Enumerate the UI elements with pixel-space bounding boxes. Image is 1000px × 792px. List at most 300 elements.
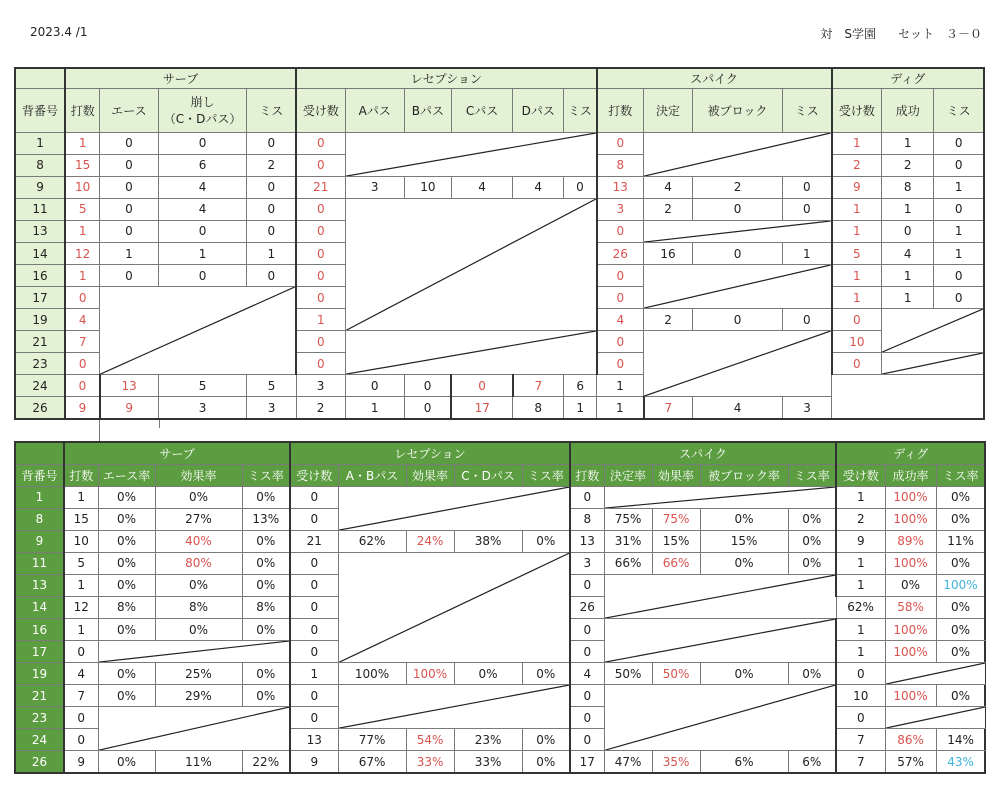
rate-cell: 0% xyxy=(242,619,290,641)
count-cell: 0 xyxy=(570,707,604,729)
rate-cell: 50% xyxy=(604,663,652,685)
stat-cell: 0 xyxy=(247,198,296,220)
table-row xyxy=(15,685,985,707)
column-header: 効果率 xyxy=(406,464,454,486)
stat-cell: 1 xyxy=(247,242,296,264)
table-row xyxy=(15,132,984,154)
rate-cell: 25% xyxy=(155,663,242,685)
stat-cell: 8 xyxy=(882,176,934,198)
count-cell: 26 xyxy=(570,596,604,618)
count-cell: 1 xyxy=(290,663,338,685)
rate-cell: 0% xyxy=(242,530,290,552)
count-cell: 1 xyxy=(836,574,885,596)
stat-cell: 0 xyxy=(247,132,296,154)
diagonal-line xyxy=(339,685,570,728)
stat-cell: 4 xyxy=(451,176,512,198)
jersey-number: 9 xyxy=(15,530,64,552)
table-row xyxy=(15,397,984,419)
stat-cell: 0 xyxy=(158,132,247,154)
corner-cell xyxy=(15,68,65,88)
group-header-2: レセプション xyxy=(290,442,570,464)
rate-cell: 0% xyxy=(788,552,836,574)
count-cell: 0 xyxy=(836,663,885,685)
count-cell: 12 xyxy=(65,242,100,264)
diagonal-slash xyxy=(605,619,836,662)
rate-cell: 100% xyxy=(885,641,936,663)
jersey-number: 21 xyxy=(15,331,65,353)
rate-cell: 24% xyxy=(406,530,454,552)
diagonal-line xyxy=(886,707,985,728)
count-cell: 0 xyxy=(296,220,345,242)
count-cell: 1 xyxy=(832,198,882,220)
jersey-number: 14 xyxy=(15,596,64,618)
rate-cell: 0% xyxy=(936,685,985,707)
jersey-number: 26 xyxy=(15,751,64,773)
blank-cell xyxy=(98,641,290,663)
rate-cell: 0% xyxy=(788,530,836,552)
count-cell: 8 xyxy=(597,154,644,176)
table-row xyxy=(15,530,985,552)
blank-cell xyxy=(644,220,832,242)
jersey-number: 14 xyxy=(15,242,65,264)
column-header: 被ブロック xyxy=(693,88,783,132)
count-cell: 0 xyxy=(65,287,100,309)
corner-cell xyxy=(15,442,64,464)
stat-cell: 3 xyxy=(783,397,832,419)
column-header: 受け数 xyxy=(832,88,882,132)
jersey-number: 21 xyxy=(15,685,64,707)
column-header: ミス率 xyxy=(788,464,836,486)
jersey-number: 1 xyxy=(15,486,64,508)
stat-cell: 0 xyxy=(158,265,247,287)
jersey-number: 11 xyxy=(15,198,65,220)
column-header: 背番号 xyxy=(15,464,64,486)
rate-cell: 0% xyxy=(700,663,788,685)
rate-cell: 75% xyxy=(652,508,700,530)
stat-cell: 16 xyxy=(644,242,693,264)
stat-cell: 0 xyxy=(783,198,832,220)
count-cell: 4 xyxy=(570,663,604,685)
rate-cell: 0% xyxy=(98,574,155,596)
count-cell: 26 xyxy=(597,242,644,264)
rate-cell: 0% xyxy=(700,508,788,530)
set-score: セット ３－０ xyxy=(897,27,982,41)
stat-cell: 0 xyxy=(783,309,832,331)
count-cell: 17 xyxy=(570,751,604,773)
rate-cell: 0% xyxy=(936,508,985,530)
diagonal-line xyxy=(346,331,596,374)
column-header: 決定率 xyxy=(604,464,652,486)
rate-cell: 100% xyxy=(338,663,406,685)
diagonal-line xyxy=(644,331,831,396)
diagonal-slash xyxy=(882,353,983,374)
blank-cell xyxy=(885,707,985,729)
rate-cell: 6% xyxy=(788,751,836,773)
blank-cell xyxy=(345,132,596,176)
count-cell: 0 xyxy=(296,265,345,287)
count-cell: 1 xyxy=(836,552,885,574)
diagonal-line xyxy=(644,133,831,176)
blank-cell xyxy=(882,309,984,353)
rate-cell: 100% xyxy=(885,552,936,574)
rate-cell: 11% xyxy=(936,530,985,552)
count-cell: 0 xyxy=(296,353,345,375)
diagonal-line xyxy=(644,265,831,308)
count-cell: 0 xyxy=(597,265,644,287)
rate-cell: 8% xyxy=(155,596,242,618)
rate-cell: 0% xyxy=(936,552,985,574)
count-cell: 0 xyxy=(832,309,882,331)
rate-cell: 31% xyxy=(604,530,652,552)
stat-cell: 1 xyxy=(882,287,934,309)
count-cell: 9 xyxy=(64,751,98,773)
stat-cell: 0 xyxy=(100,132,158,154)
stat-cell: 8 xyxy=(513,397,564,419)
count-cell: 0 xyxy=(836,707,885,729)
stat-cell: 4 xyxy=(158,176,247,198)
rate-cell: 0% xyxy=(155,619,242,641)
count-cell: 0 xyxy=(64,641,98,663)
jersey-number: 13 xyxy=(15,220,65,242)
jersey-number: 13 xyxy=(15,574,64,596)
diagonal-slash xyxy=(339,487,570,530)
stat-cell: 0 xyxy=(693,309,783,331)
jersey-number: 11 xyxy=(15,552,64,574)
column-header xyxy=(158,88,247,132)
column-header: ミス xyxy=(783,88,832,132)
stat-cell: 0 xyxy=(693,198,783,220)
blank-cell xyxy=(604,486,836,508)
rate-cell: 35% xyxy=(652,751,700,773)
stat-cell: 0 xyxy=(693,242,783,264)
stat-cell: 1 xyxy=(597,397,644,419)
rate-cell: 66% xyxy=(652,552,700,574)
jersey-number: 16 xyxy=(15,619,64,641)
diagonal-line xyxy=(339,553,570,662)
rate-cell: 0% xyxy=(98,552,155,574)
table-row xyxy=(15,663,985,685)
rate-cell: 0% xyxy=(936,596,985,618)
count-cell: 0 xyxy=(296,132,345,154)
stat-cell: 0 xyxy=(882,220,934,242)
jersey-number: 8 xyxy=(15,508,64,530)
column-header: 打数 xyxy=(65,88,100,132)
rate-cell: 0% xyxy=(522,729,570,751)
count-cell: 13 xyxy=(100,375,158,397)
rate-cell: 86% xyxy=(885,729,936,751)
diagonal-slash xyxy=(882,309,983,352)
rate-cell: 0% xyxy=(522,663,570,685)
count-cell: 0 xyxy=(597,287,644,309)
count-cell: 0 xyxy=(597,132,644,154)
count-cell: 9 xyxy=(832,176,882,198)
count-cell: 0 xyxy=(290,486,338,508)
count-cell: 8 xyxy=(570,508,604,530)
count-cell: 1 xyxy=(64,574,98,596)
column-header: 決定 xyxy=(644,88,693,132)
table-row xyxy=(15,198,984,220)
column-header: 受け数 xyxy=(296,88,345,132)
count-cell: 13 xyxy=(570,530,604,552)
jersey-number: 23 xyxy=(15,353,65,375)
stat-cell: 3 xyxy=(345,176,404,198)
rate-cell: 0% xyxy=(98,663,155,685)
count-cell: 10 xyxy=(836,685,885,707)
group-header-3: スパイク xyxy=(597,68,832,88)
count-cell: 0 xyxy=(64,707,98,729)
stat-cell: 1 xyxy=(597,375,644,397)
jersey-number: 24 xyxy=(15,375,65,397)
count-cell: 0 xyxy=(597,331,644,353)
rate-cell: 0% xyxy=(98,508,155,530)
rate-cell: 0% xyxy=(885,574,936,596)
diagonal-line xyxy=(100,287,295,374)
column-header: 効果率 xyxy=(652,464,700,486)
table-row xyxy=(15,176,984,198)
stat-cell: 0 xyxy=(247,265,296,287)
count-cell: 1 xyxy=(836,641,885,663)
jersey-number: 16 xyxy=(15,265,65,287)
count-cell: 10 xyxy=(832,331,882,353)
group-header-2: レセプション xyxy=(296,68,596,88)
rate-cell: 0% xyxy=(98,685,155,707)
column-header: 打数 xyxy=(570,464,604,486)
rate-cell: 8% xyxy=(98,596,155,618)
rate-cell: 100% xyxy=(885,619,936,641)
stat-cell: 3 xyxy=(296,375,345,397)
stat-cell: 0 xyxy=(934,287,984,309)
column-header-line: （C・Dパス） xyxy=(163,112,242,127)
column-header: エース xyxy=(100,88,158,132)
rate-cell: 22% xyxy=(242,751,290,773)
stat-cell: 0 xyxy=(934,132,984,154)
count-cell: 0 xyxy=(570,641,604,663)
stat-cell: 1 xyxy=(882,132,934,154)
diagonal-slash xyxy=(886,663,985,684)
count-cell: 0 xyxy=(290,596,338,618)
column-header-line: 崩し xyxy=(190,95,215,110)
count-cell: 1 xyxy=(832,265,882,287)
stat-cell: 1 xyxy=(345,397,404,419)
table-row xyxy=(15,751,985,773)
diagonal-line xyxy=(882,353,983,374)
rate-cell: 8% xyxy=(242,596,290,618)
rate-cell: 50% xyxy=(652,663,700,685)
group-header-4: ディグ xyxy=(836,442,985,464)
stat-cell: 3 xyxy=(247,397,296,419)
jersey-number: 17 xyxy=(15,287,65,309)
count-cell: 0 xyxy=(290,508,338,530)
rate-cell: 6% xyxy=(700,751,788,773)
blank-cell xyxy=(100,287,296,375)
count-cell: 5 xyxy=(65,198,100,220)
rate-cell: 0% xyxy=(242,486,290,508)
blank-cell xyxy=(338,685,570,729)
rate-cell: 0% xyxy=(98,530,155,552)
diagonal-line xyxy=(605,619,836,662)
stat-cell: 1 xyxy=(934,220,984,242)
stat-cell: 3 xyxy=(158,397,247,419)
rate-cell: 58% xyxy=(885,596,936,618)
rate-cell: 27% xyxy=(155,508,242,530)
stat-cell: 0 xyxy=(100,220,158,242)
jersey-number: 1 xyxy=(15,132,65,154)
rate-cell: 0% xyxy=(522,530,570,552)
stat-cell: 2 xyxy=(644,198,693,220)
stat-cell: 5 xyxy=(158,375,247,397)
column-header: 背番号 xyxy=(15,88,65,132)
count-cell: 0 xyxy=(296,242,345,264)
column-header: Aパス xyxy=(345,88,404,132)
stat-cell: 4 xyxy=(513,176,564,198)
count-cell: 9 xyxy=(836,530,885,552)
group-header-3: スパイク xyxy=(570,442,836,464)
rate-cell: 0% xyxy=(788,663,836,685)
rate-cell: 0% xyxy=(522,751,570,773)
stat-cell: 0 xyxy=(100,265,158,287)
stat-cell: 0 xyxy=(404,397,451,419)
stat-cell: 0 xyxy=(158,220,247,242)
stat-cell: 0 xyxy=(100,154,158,176)
rate-cell: 0% xyxy=(155,574,242,596)
table-row xyxy=(15,552,985,574)
stat-cell: 1 xyxy=(100,242,158,264)
count-cell: 0 xyxy=(290,707,338,729)
diagonal-line xyxy=(339,487,570,530)
stat-cell: 1 xyxy=(934,242,984,264)
count-cell: 1 xyxy=(836,619,885,641)
jersey-number: 24 xyxy=(15,729,64,751)
rate-cell: 0% xyxy=(936,486,985,508)
rate-cell: 100% xyxy=(885,508,936,530)
blank-cell xyxy=(345,198,596,330)
jersey-number: 9 xyxy=(15,176,65,198)
column-header: 受け数 xyxy=(836,464,885,486)
count-cell: 21 xyxy=(290,530,338,552)
count-cell: 3 xyxy=(570,552,604,574)
diagonal-slash xyxy=(346,331,596,374)
column-header: 打数 xyxy=(64,464,98,486)
stat-cell: 0 xyxy=(247,220,296,242)
column-header: Cパス xyxy=(451,88,512,132)
rate-stats-table xyxy=(14,441,986,774)
count-cell: 0 xyxy=(296,154,345,176)
count-cell: 9 xyxy=(65,397,100,419)
column-header: 打数 xyxy=(597,88,644,132)
jersey-number: 17 xyxy=(15,641,64,663)
count-cell: 0 xyxy=(296,287,345,309)
diagonal-slash xyxy=(99,641,290,662)
count-cell: 1 xyxy=(65,265,100,287)
count-cell: 0 xyxy=(65,353,100,375)
rate-cell: 0% xyxy=(242,574,290,596)
rate-cell: 47% xyxy=(604,751,652,773)
diagonal-slash xyxy=(644,331,831,396)
count-cell: 0 xyxy=(296,331,345,353)
column-header: ミス xyxy=(934,88,984,132)
opponent-label: 対 S学園 xyxy=(820,27,876,41)
count-cell: 10 xyxy=(64,530,98,552)
stat-cell: 0 xyxy=(934,198,984,220)
count-cell: 0 xyxy=(290,619,338,641)
table-row xyxy=(15,486,985,508)
count-cell: 0 xyxy=(290,641,338,663)
column-header: ミス率 xyxy=(936,464,985,486)
rate-cell: 0% xyxy=(155,486,242,508)
diagonal-slash xyxy=(644,265,831,308)
jersey-number: 26 xyxy=(15,397,65,419)
stat-cell: 6 xyxy=(158,154,247,176)
stat-cell: 0 xyxy=(934,265,984,287)
stat-cell: 0 xyxy=(404,375,451,397)
stat-cell: 4 xyxy=(882,242,934,264)
table-row xyxy=(15,375,984,397)
count-cell: 0 xyxy=(296,198,345,220)
count-cell: 13 xyxy=(597,176,644,198)
count-cell: 0 xyxy=(64,729,98,751)
rate-cell: 0% xyxy=(98,619,155,641)
count-cell: 1 xyxy=(64,619,98,641)
count-cell: 9 xyxy=(290,751,338,773)
rate-cell: 89% xyxy=(885,530,936,552)
diagonal-line xyxy=(605,685,836,750)
diagonal-slash xyxy=(100,287,295,374)
stat-cell: 1 xyxy=(158,242,247,264)
rate-cell: 40% xyxy=(155,530,242,552)
stat-cell: 5 xyxy=(247,375,296,397)
stat-cell: 4 xyxy=(158,198,247,220)
rate-cell: 0% xyxy=(700,552,788,574)
rate-cell: 80% xyxy=(155,552,242,574)
count-cell: 12 xyxy=(64,596,98,618)
count-cell: 9 xyxy=(100,397,158,419)
stat-cell: 0 xyxy=(100,176,158,198)
blank-cell xyxy=(604,685,836,751)
rate-cell: 33% xyxy=(406,751,454,773)
stat-cell: 2 xyxy=(644,309,693,331)
blank-cell xyxy=(338,486,570,530)
rate-cell: 54% xyxy=(406,729,454,751)
blank-cell xyxy=(882,353,984,375)
column-header: 効果率 xyxy=(155,464,242,486)
stat-cell: 0 xyxy=(100,198,158,220)
rate-cell: 62% xyxy=(836,596,885,618)
count-cell: 0 xyxy=(290,574,338,596)
rate-cell: 0% xyxy=(936,641,985,663)
stat-cell: 1 xyxy=(934,176,984,198)
stat-cell: 0 xyxy=(783,176,832,198)
rate-cell: 0% xyxy=(936,619,985,641)
count-cell: 17 xyxy=(451,397,512,419)
rate-cell: 23% xyxy=(454,729,522,751)
count-cell: 5 xyxy=(64,552,98,574)
rate-cell: 29% xyxy=(155,685,242,707)
count-cell: 7 xyxy=(644,397,693,419)
diagonal-line xyxy=(99,641,290,662)
rate-cell: 15% xyxy=(700,530,788,552)
count-cell: 1 xyxy=(836,486,885,508)
blank-cell xyxy=(604,574,836,618)
count-cell: 3 xyxy=(597,198,644,220)
count-cell: 1 xyxy=(64,486,98,508)
count-cell: 13 xyxy=(290,729,338,751)
stat-cell: 1 xyxy=(882,198,934,220)
count-cell: 7 xyxy=(836,751,885,773)
count-cell: 1 xyxy=(832,132,882,154)
count-cell: 0 xyxy=(597,220,644,242)
rate-cell: 100% xyxy=(885,685,936,707)
count-cell: 1 xyxy=(296,309,345,331)
